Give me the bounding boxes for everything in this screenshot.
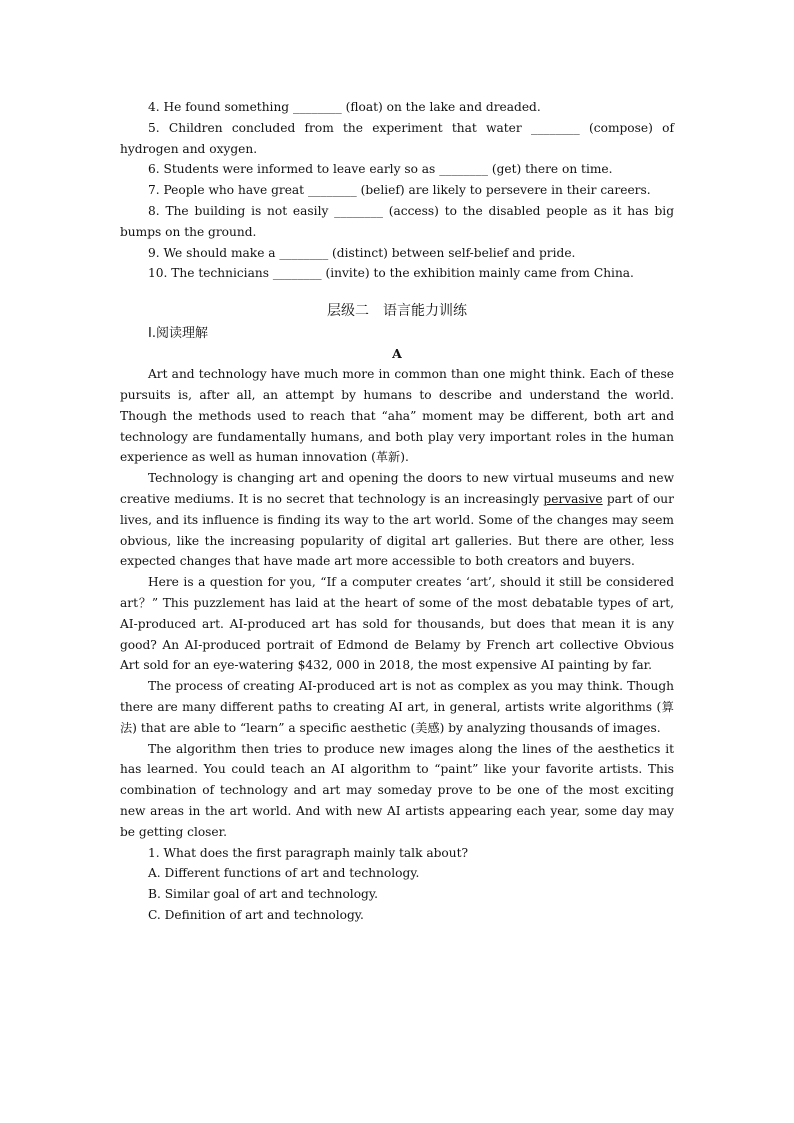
question-block <box>120 843 674 926</box>
question-stem: 1. What does the first paragraph mainly talk about? <box>148 845 469 860</box>
underlined-word: pervasive <box>543 491 603 506</box>
section-title: 层级二 语言能力训练 <box>327 303 467 320</box>
exercise-item: 9. We should make a ________ (distinct) between self-belief and pride. <box>148 245 576 260</box>
passage-paragraph-1: Art and technology have much more in common than one might think. Each of these pursuits is, after all, an attempt by humans to describe and understand the world. Though the methods used to reach that “aha” moment may be different, both art and technology are fundamentally humans, and both play very important roles in the human experience as well as human innovation (革新). <box>120 367 674 465</box>
passage-paragraph-5: The algorithm then tries to produce new images along the lines of the aesthetics it has learned. You could teach an AI algorithm to “paint” like your favorite artists. This combination of technology and art may someday prove to be one of the most exciting new areas in the art world. And with new AI artists appearing each year, some day may be getting closer. <box>120 741 674 839</box>
exercise-item: 4. He found something ________ (float) on the lake and dreaded. <box>148 100 541 114</box>
answer-option: B. Similar goal of art and technology. <box>148 887 378 902</box>
fill-in-exercises <box>120 97 674 284</box>
worksheet-page <box>120 97 674 926</box>
exercise-item: 6. Students were informed to leave early so as ________ (get) there on time. <box>148 162 613 177</box>
paragraph-text: Technology is changing art and opening the doors to new virtual museums and new creative mediums. It is no secret that technology is an increasingly <box>120 471 674 506</box>
exercise-item: 7. People who have great ________ (belief) are likely to persevere in their careers. <box>148 183 651 198</box>
subsection-title: Ⅰ.阅读理解 <box>148 326 208 342</box>
answer-option: C. Definition of art and technology. <box>148 907 364 922</box>
passage-paragraph-4: The process of creating AI-produced art is not as complex as you may think. Though there are many different paths to creating AI art, in general, artists write algorithms (算法) that are able to “learn” a specific aesthetic (美感) by analyzing thousands of images. <box>120 679 674 735</box>
answer-option: A. Different functions of art and technology. <box>148 866 420 881</box>
reading-passage <box>120 364 674 842</box>
exercise-item: 8. The building is not easily ________ (access) to the disabled people as it has big bumps on the ground. <box>120 203 674 239</box>
exercise-item: 5. Children concluded from the experiment that water ________ (compose) of hydrogen and oxygen. <box>120 120 674 156</box>
paragraph-text: part of our lives, and its influence is finding its way to the art world. Some of the changes may seem obvious, like the increasing popularity of digital art galleries. But there are other, less expected changes that have made art more accessible to both creators and buyers. <box>120 491 674 569</box>
exercise-item: 10. The technicians ________ (invite) to the exhibition mainly came from China. <box>148 266 634 281</box>
passage-paragraph-2 <box>120 468 674 572</box>
passage-paragraph-3: Here is a question for you, “If a computer creates ‘art’, should it still be considered art？” This puzzlement has laid at the heart of some of the most debatable types of art, AI-produced art. AI-produced art has sold for thousands, but does that mean it is any good? An AI-produced portrait of Edmond de Belamy by French art collective Obvious Art sold for an eye-watering $432, 000 in 2018, the most expensive AI painting by far. <box>120 575 674 673</box>
passage-label: A <box>392 346 402 362</box>
